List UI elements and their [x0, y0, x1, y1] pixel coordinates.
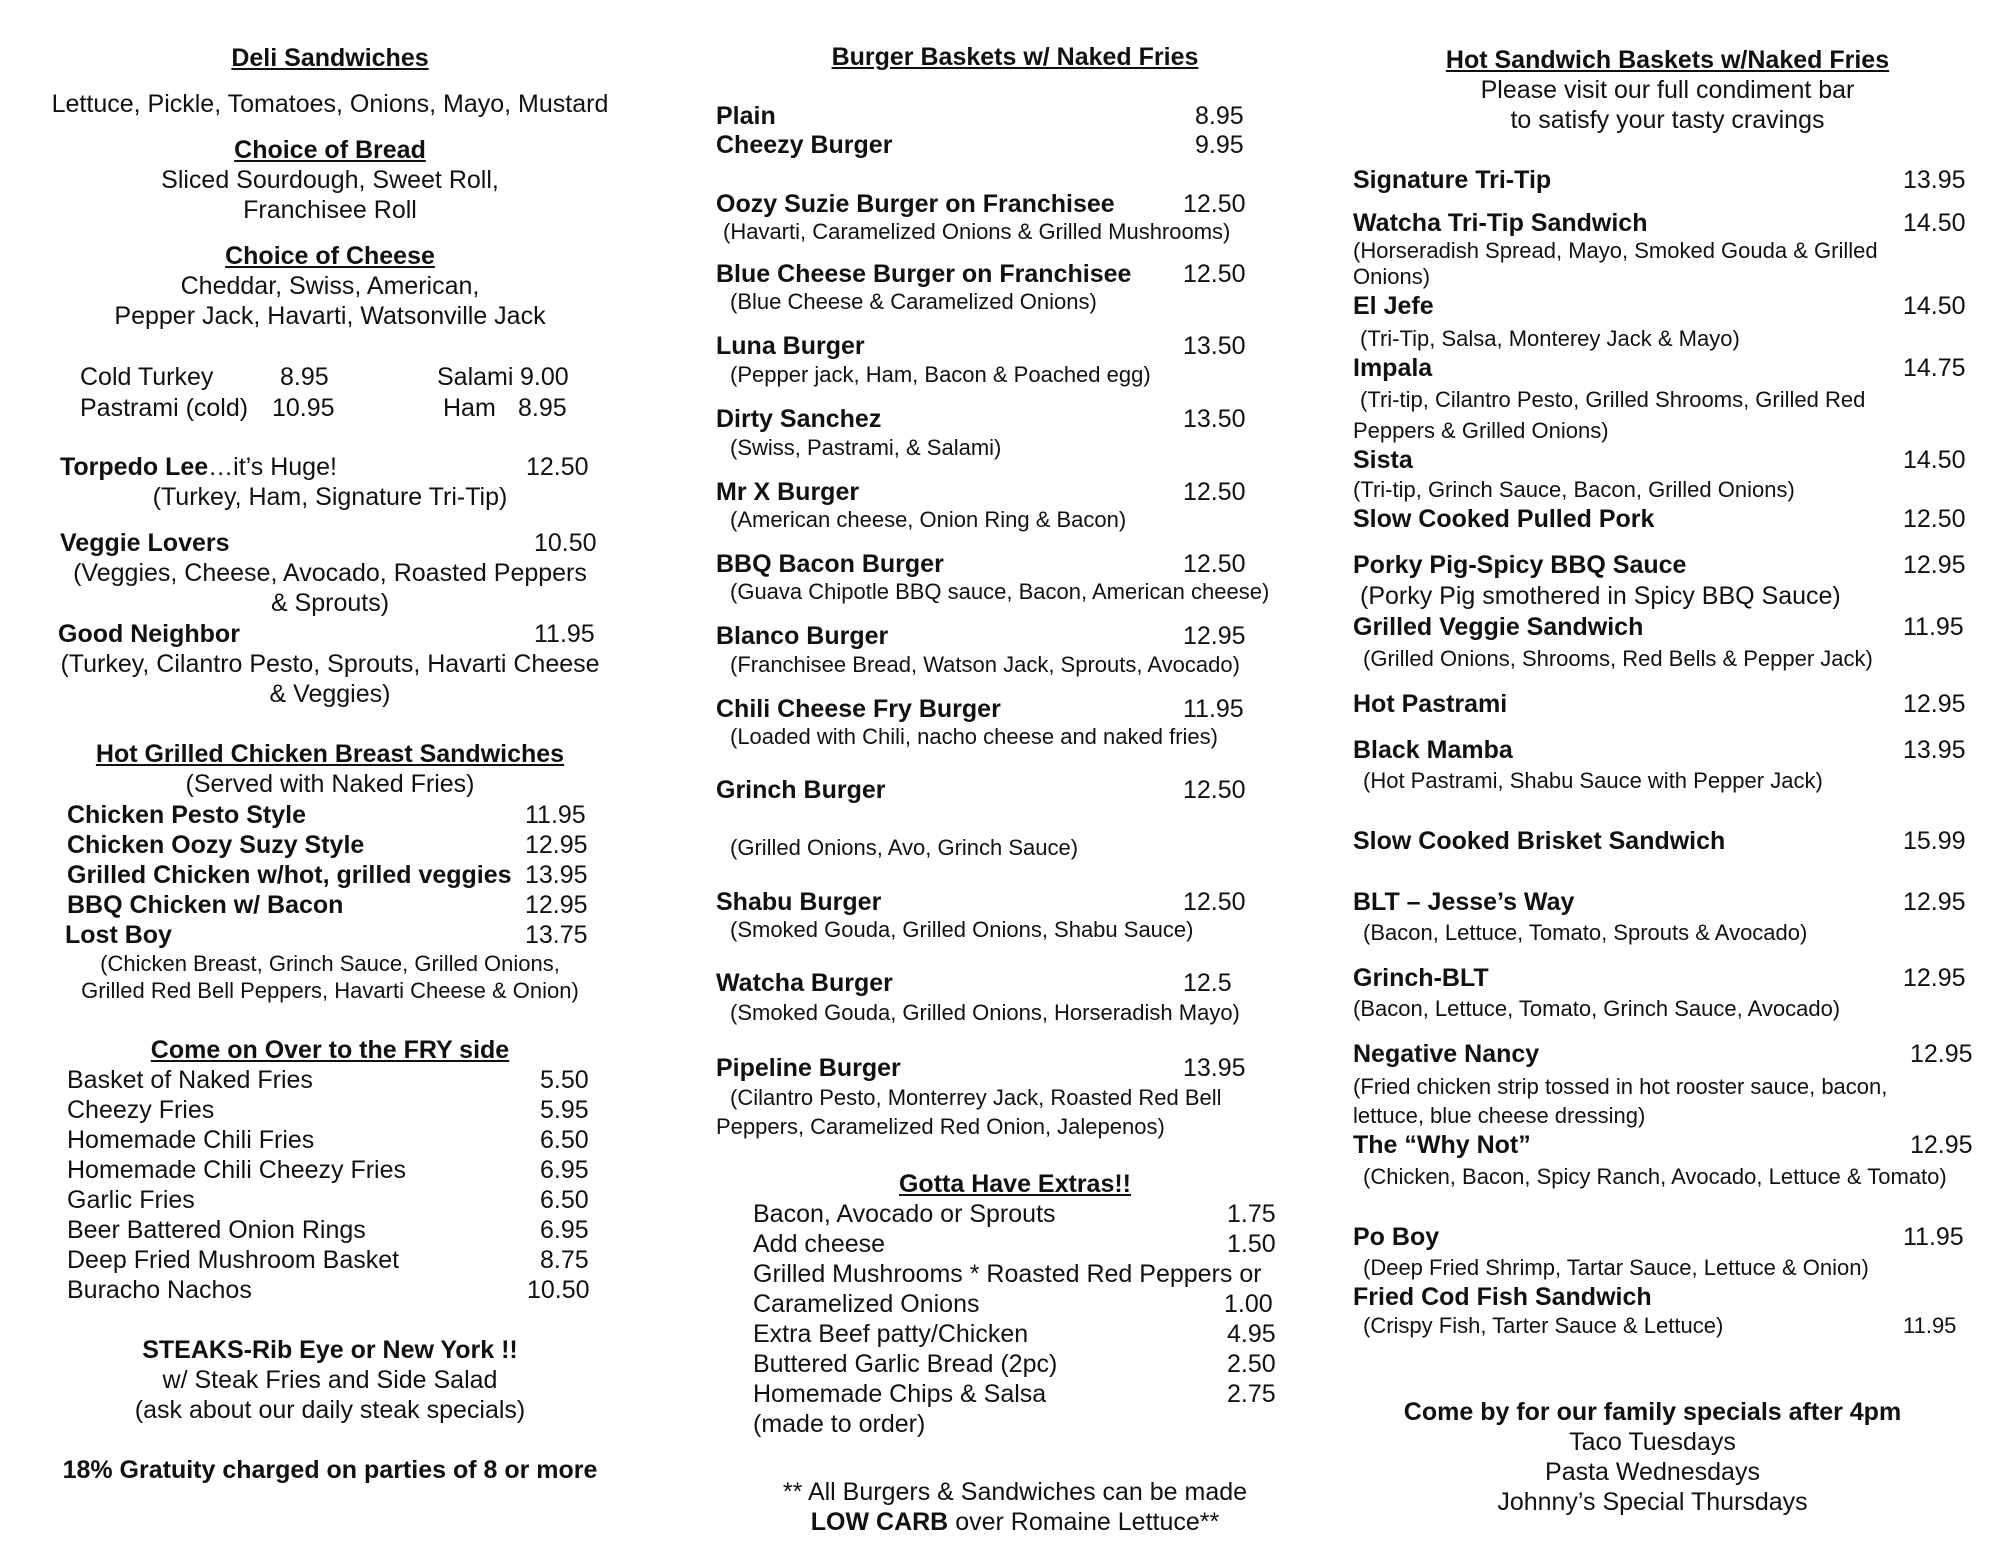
- sandwich-price: 12.95: [1903, 551, 1966, 579]
- burger-price: 12.50: [1183, 550, 1246, 578]
- sandwich-price: 11.95: [1903, 1223, 1964, 1251]
- chicken-item-name: Chicken Oozy Suzy Style: [67, 831, 365, 859]
- sandwich-desc: (Horseradish Spread, Mayo, Smoked Gouda & Grilled: [1353, 238, 1878, 263]
- chicken-item-name: Grilled Chicken w/hot, grilled veggies: [67, 861, 512, 889]
- special-item: Taco Tuesdays: [1569, 1428, 1736, 1456]
- sandwich-name: Black Mamba: [1353, 736, 1513, 764]
- sandwich-name: Negative Nancy: [1353, 1040, 1540, 1068]
- extra-item-name: Add cheese: [753, 1230, 886, 1258]
- sandwich-price: 15.99: [1903, 827, 1966, 855]
- sandwich-price: 14.50: [1903, 209, 1966, 237]
- sandwich-name: Fried Cod Fish Sandwich: [1353, 1283, 1652, 1311]
- burger-desc: (Guava Chipotle BBQ sauce, Bacon, American cheese): [730, 579, 1270, 604]
- fry-item-name: Garlic Fries: [67, 1186, 195, 1214]
- chicken-subtitle: (Served with Naked Fries): [185, 770, 475, 798]
- fry-title: Come on Over to the FRY side: [150, 1036, 510, 1064]
- cold-item-name: Pastrami (cold): [80, 394, 249, 422]
- burger-name: Cheezy Burger: [716, 131, 893, 159]
- gratuity-note: 18% Gratuity charged on parties of 8 or more: [62, 1456, 598, 1484]
- chicken-item-name: Chicken Pesto Style: [67, 801, 306, 829]
- extra-item-price: 1.50: [1227, 1230, 1276, 1258]
- neighbor-desc: (Turkey, Cilantro Pesto, Sprouts, Havarti Cheese: [60, 650, 600, 678]
- extra-item-price: 2.75: [1227, 1380, 1276, 1408]
- burger-price: 8.95: [1195, 102, 1244, 130]
- sandwich-desc: lettuce, blue cheese dressing): [1353, 1103, 1646, 1128]
- lostboy-desc: Grilled Red Bell Peppers, Havarti Cheese & Onion): [81, 978, 579, 1003]
- extra-item-price: 1.00: [1224, 1290, 1273, 1318]
- chicken-item-price: 11.95: [525, 801, 586, 829]
- fry-item-name: Homemade Chili Cheezy Fries: [67, 1156, 407, 1184]
- veggie-price: 10.50: [534, 529, 597, 557]
- extra-item-price: 4.95: [1227, 1320, 1276, 1348]
- sandwich-desc: (Grilled Onions, Shrooms, Red Bells & Pepper Jack): [1363, 646, 1873, 671]
- chicken-item-name: BBQ Chicken w/ Bacon: [67, 891, 344, 919]
- fry-item-name: Deep Fried Mushroom Basket: [67, 1246, 400, 1274]
- burger-name: Dirty Sanchez: [716, 405, 882, 433]
- bread-title: Choice of Bread: [234, 136, 426, 164]
- burger-desc: (Blue Cheese & Caramelized Onions): [730, 289, 1097, 314]
- sandwich-name: BLT – Jesse’s Way: [1353, 888, 1575, 916]
- burger-name: Chili Cheese Fry Burger: [716, 695, 1001, 723]
- sandwich-price: 14.50: [1903, 446, 1966, 474]
- steaks-title: STEAKS-Rib Eye or New York !!: [142, 1336, 518, 1364]
- sandwich-price: 12.95: [1910, 1040, 1973, 1068]
- sandwich-price: 11.95: [1903, 613, 1964, 641]
- sandwich-desc: (Porky Pig smothered in Spicy BBQ Sauce): [1360, 582, 1841, 610]
- sandwich-desc: Onions): [1353, 264, 1431, 289]
- burger-name: Blanco Burger: [716, 622, 889, 650]
- cold-item-name: Cold Turkey: [80, 363, 214, 391]
- fry-item-name: Cheezy Fries: [67, 1096, 215, 1124]
- sandwich-name: Po Boy: [1353, 1223, 1440, 1251]
- veggie-name: Veggie Lovers: [60, 529, 230, 557]
- burger-price: 11.95: [1183, 695, 1244, 723]
- sandwich-name: Hot Pastrami: [1353, 690, 1508, 718]
- sandwich-price: 12.95: [1903, 888, 1966, 916]
- burger-name: Pipeline Burger: [716, 1054, 901, 1082]
- sandwich-price: 12.95: [1903, 964, 1966, 992]
- burger-name: Grinch Burger: [716, 776, 886, 804]
- fry-item-price: 6.50: [540, 1126, 589, 1154]
- lowcarb-rest: over Romaine Lettuce**: [948, 1508, 1220, 1536]
- extra-item-name: Grilled Mushrooms * Roasted Red Peppers or: [753, 1260, 1262, 1288]
- burger-price: 12.50: [1183, 190, 1246, 218]
- burger-desc: (Swiss, Pastrami, & Salami): [730, 435, 1002, 460]
- burger-desc: (Grilled Onions, Avo, Grinch Sauce): [730, 835, 1079, 860]
- neighbor-price: 11.95: [534, 620, 595, 648]
- sandwich-desc: (Tri-tip, Grinch Sauce, Bacon, Grilled Onions): [1353, 477, 1795, 502]
- fry-item-price: 6.50: [540, 1186, 589, 1214]
- toppings-text: Lettuce, Pickle, Tomatoes, Onions, Mayo, Mustard: [51, 90, 609, 118]
- fry-item-price: 5.50: [540, 1066, 589, 1094]
- burger-desc: (Pepper jack, Ham, Bacon & Poached egg): [730, 362, 1151, 387]
- sandwich-name: Signature Tri-Tip: [1353, 166, 1552, 194]
- cheese-line-2: Pepper Jack, Havarti, Watsonville Jack: [114, 302, 546, 330]
- cold-item-price: 8.95: [518, 394, 567, 422]
- steaks-line-1: w/ Steak Fries and Side Salad: [162, 1366, 498, 1394]
- burger-desc: (Smoked Gouda, Grilled Onions, Horseradish Mayo): [730, 1000, 1240, 1025]
- specials-title: Come by for our family specials after 4pm: [1403, 1398, 1902, 1426]
- sandwich-name: El Jefe: [1353, 292, 1434, 320]
- burger-price: 13.50: [1183, 332, 1246, 360]
- steaks-line-2: (ask about our daily steak specials): [134, 1396, 526, 1424]
- burger-desc: (Smoked Gouda, Grilled Onions, Shabu Sauce): [730, 917, 1194, 942]
- sandwich-desc: (Crispy Fish, Tarter Sauce & Lettuce): [1363, 1313, 1724, 1338]
- burger-desc: Peppers, Caramelized Red Onion, Jalepenos): [716, 1114, 1165, 1139]
- bread-line-1: Sliced Sourdough, Sweet Roll,: [161, 166, 499, 194]
- neighbor-desc: & Veggies): [269, 680, 391, 708]
- burger-name: Shabu Burger: [716, 888, 882, 916]
- burger-desc: (American cheese, Onion Ring & Bacon): [730, 507, 1127, 532]
- neighbor-name: Good Neighbor: [58, 620, 240, 648]
- burger-name: Oozy Suzie Burger on Franchisee: [716, 190, 1115, 218]
- fry-item-price: 6.95: [540, 1216, 589, 1244]
- sandwich-name: Porky Pig-Spicy BBQ Sauce: [1353, 551, 1687, 579]
- chicken-item-price: 12.95: [525, 831, 588, 859]
- burger-name: Watcha Burger: [716, 969, 893, 997]
- fry-item-price: 10.50: [527, 1276, 590, 1304]
- deli-title: Deli Sandwiches: [231, 44, 429, 72]
- burger-price: 12.50: [1183, 260, 1246, 288]
- burger-price: 13.50: [1183, 405, 1246, 433]
- cold-item-name: Ham: [443, 394, 496, 422]
- fry-item-name: Beer Battered Onion Rings: [67, 1216, 366, 1244]
- extra-item-name: Buttered Garlic Bread (2pc): [753, 1350, 1058, 1378]
- bread-line-2: Franchisee Roll: [243, 196, 417, 224]
- extra-item-price: 2.50: [1227, 1350, 1276, 1378]
- extras-title: Gotta Have Extras!!: [898, 1170, 1132, 1198]
- chicken-item-price: 12.95: [525, 891, 588, 919]
- sandwich-desc: (Tri-Tip, Salsa, Monterey Jack & Mayo): [1360, 326, 1740, 351]
- burger-price: 12.95: [1183, 622, 1246, 650]
- burger-desc: (Loaded with Chili, nacho cheese and naked fries): [730, 724, 1218, 749]
- burger-price: 12.50: [1183, 776, 1246, 804]
- extra-item-name: Caramelized Onions: [753, 1290, 980, 1318]
- fry-item-name: Homemade Chili Fries: [67, 1126, 315, 1154]
- fry-item-price: 5.95: [540, 1096, 589, 1124]
- burger-price: 9.95: [1195, 131, 1244, 159]
- chicken-item-price: 13.75: [525, 921, 588, 949]
- veggie-desc: & Sprouts): [270, 589, 390, 617]
- hot-sandwich-title: Hot Sandwich Baskets w/Naked Fries: [1445, 46, 1890, 74]
- burger-name: Mr X Burger: [716, 478, 860, 506]
- extra-item-name: (made to order): [753, 1410, 926, 1438]
- burger-price: 13.95: [1183, 1054, 1246, 1082]
- fry-item-name: Basket of Naked Fries: [67, 1066, 313, 1094]
- chicken-item-name: Lost Boy: [65, 921, 172, 949]
- extra-item-name: Extra Beef patty/Chicken: [753, 1320, 1029, 1348]
- sandwich-desc: (Tri-tip, Cilantro Pesto, Grilled Shrooms, Grilled Red: [1360, 387, 1866, 412]
- burger-name: Blue Cheese Burger on Franchisee: [716, 260, 1132, 288]
- burger-desc: (Cilantro Pesto, Monterrey Jack, Roasted Red Bell: [730, 1085, 1222, 1110]
- cold-item-price: 8.95: [280, 363, 329, 391]
- extra-item-name: Bacon, Avocado or Sprouts: [753, 1200, 1056, 1228]
- fry-item-price: 6.95: [540, 1156, 589, 1184]
- sandwich-name: Sista: [1353, 446, 1413, 474]
- sandwich-desc: (Bacon, Lettuce, Tomato, Sprouts & Avocado): [1363, 920, 1808, 945]
- sandwich-price: 12.50: [1903, 505, 1966, 533]
- sandwich-desc: (Chicken, Bacon, Spicy Ranch, Avocado, Lettuce & Tomato): [1363, 1164, 1947, 1189]
- sandwich-price: 14.50: [1903, 292, 1966, 320]
- sandwich-name: Slow Cooked Brisket Sandwich: [1353, 827, 1726, 855]
- burger-desc: (Franchisee Bread, Watson Jack, Sprouts, Avocado): [730, 652, 1240, 677]
- torpedo-tagline: …it’s Huge!: [208, 453, 337, 481]
- burger-desc: (Havarti, Caramelized Onions & Grilled Mushrooms): [723, 219, 1231, 244]
- cold-item-price: 10.95: [272, 394, 335, 422]
- sandwich-price: 12.95: [1903, 690, 1966, 718]
- burger-name: Plain: [716, 102, 776, 130]
- sandwich-name: Grilled Veggie Sandwich: [1353, 613, 1644, 641]
- sandwich-name: Watcha Tri-Tip Sandwich: [1353, 209, 1648, 237]
- burger-title: Burger Baskets w/ Naked Fries: [831, 43, 1199, 71]
- sandwich-name: The “Why Not”: [1353, 1131, 1531, 1159]
- sandwich-name: Impala: [1353, 354, 1433, 382]
- torpedo-name: Torpedo Lee: [60, 453, 209, 481]
- burger-name: Luna Burger: [716, 332, 865, 360]
- chicken-title: Hot Grilled Chicken Breast Sandwiches: [95, 740, 565, 768]
- sandwich-desc: (Bacon, Lettuce, Tomato, Grinch Sauce, Avocado): [1353, 996, 1841, 1021]
- burger-name: BBQ Bacon Burger: [716, 550, 944, 578]
- cheese-line-1: Cheddar, Swiss, American,: [180, 272, 480, 300]
- special-item: Pasta Wednesdays: [1545, 1458, 1760, 1486]
- sandwich-desc: Peppers & Grilled Onions): [1353, 418, 1609, 443]
- sandwich-price: 13.95: [1903, 736, 1966, 764]
- burger-price: 12.50: [1183, 478, 1246, 506]
- fry-item-name: Buracho Nachos: [67, 1276, 252, 1304]
- sandwich-price: 14.75: [1903, 354, 1966, 382]
- fry-item-price: 8.75: [540, 1246, 589, 1274]
- lowcarb-note-1: ** All Burgers & Sandwiches can be made: [782, 1478, 1248, 1506]
- sandwich-desc: (Fried chicken strip tossed in hot rooster sauce, bacon,: [1353, 1074, 1888, 1099]
- extra-item-name: Homemade Chips & Salsa: [753, 1380, 1047, 1408]
- lowcarb-bold: LOW CARB: [810, 1508, 949, 1536]
- cheese-title: Choice of Cheese: [225, 242, 435, 270]
- sandwich-name: Slow Cooked Pulled Pork: [1353, 505, 1655, 533]
- veggie-desc: (Veggies, Cheese, Avocado, Roasted Peppers: [73, 559, 587, 587]
- sandwich-price: 13.95: [1903, 166, 1966, 194]
- burger-price: 12.5: [1183, 969, 1232, 997]
- sandwich-price: 12.95: [1910, 1131, 1973, 1159]
- chicken-item-price: 13.95: [525, 861, 588, 889]
- burger-price: 12.50: [1183, 888, 1246, 916]
- extra-item-price: 1.75: [1227, 1200, 1276, 1228]
- hot-sandwich-sub: Please visit our full condiment bar: [1480, 76, 1855, 104]
- sandwich-name: Grinch-BLT: [1353, 964, 1489, 992]
- torpedo-price: 12.50: [526, 453, 589, 481]
- special-item: Johnny’s Special Thursdays: [1497, 1488, 1808, 1516]
- hot-sandwich-sub: to satisfy your tasty cravings: [1510, 106, 1825, 134]
- sandwich-price: 11.95: [1903, 1313, 1957, 1338]
- cold-item-name: Salami: [437, 363, 514, 391]
- torpedo-desc: (Turkey, Ham, Signature Tri-Tip): [152, 483, 508, 511]
- sandwich-desc: (Deep Fried Shrimp, Tartar Sauce, Lettuce & Onion): [1363, 1255, 1869, 1280]
- sandwich-desc: (Hot Pastrami, Shabu Sauce with Pepper Jack): [1363, 768, 1823, 793]
- cold-item-price: 9.00: [520, 363, 569, 391]
- lostboy-desc: (Chicken Breast, Grinch Sauce, Grilled Onions,: [100, 951, 560, 976]
